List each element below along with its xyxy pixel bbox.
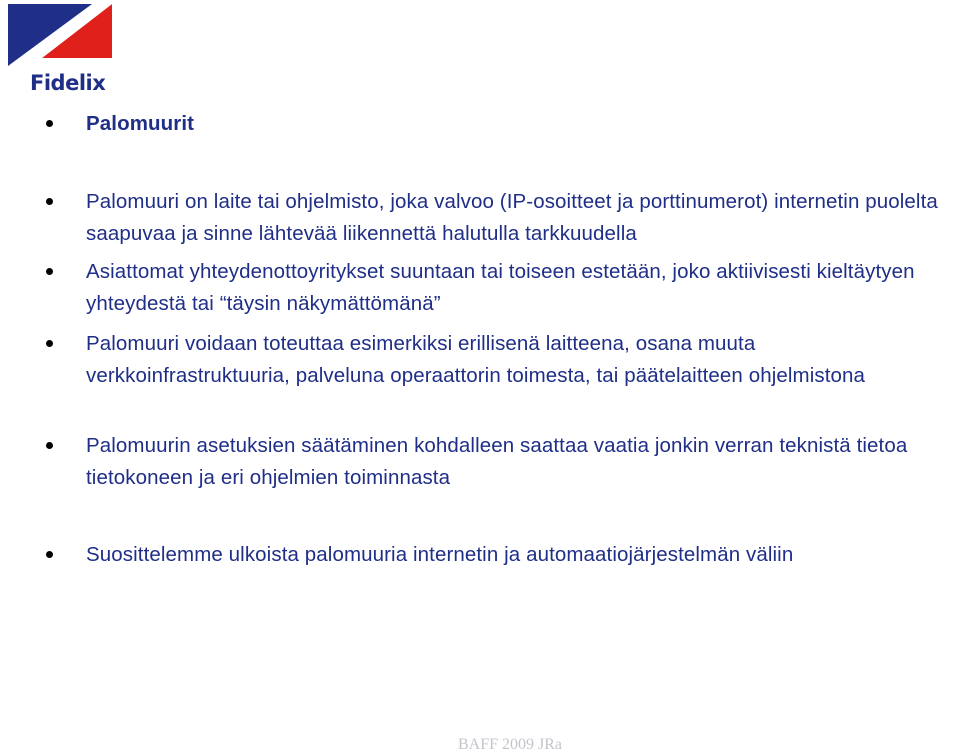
bullet-text: Palomuurin asetuksien säätäminen kohdalleen saattaa vaatia jonkin verran teknistä tietoa tietokoneen ja eri ohjelmien toiminnasta [86,434,908,489]
bullet-item [46,186,946,250]
bullet-text: Suosittelemme ulkoista palomuuria internetin ja automaatiojärjestelmän väliin [86,543,794,566]
bullet-text: Palomuurit [86,112,195,135]
bullet-dot-icon [46,340,53,347]
bullet-dot-icon [46,120,53,127]
bullet-item [46,328,946,392]
bullet-text: Palomuuri voidaan toteuttaa esimerkiksi erillisenä laitteena, osana muuta verkkoinfrastruktuuria, palveluna operaattorin toimesta, tai päätelaitteen ohjelmistona [86,332,866,387]
bullet-dot-icon [46,268,53,275]
fidelix-logo [8,4,120,94]
bullet-text: Palomuuri on laite tai ohjelmisto, joka valvoo (IP-osoitteet ja porttinumerot) internetin puolelta saapuvaa ja sinne lähtevää liikennettä halutulla tarkkuudella [86,190,938,245]
fidelix-logo-mark [8,4,120,70]
bullet-text: Asiattomat yhteydenottoyritykset suuntaan tai toiseen estetään, joko aktiivisesti kieltäytyen yhteydestä tai “täysin näkymättömänä” [86,260,915,315]
bullet-item [46,256,946,320]
bullet-dot-icon [46,551,53,558]
footer-text: BAFF 2009 JRa [458,736,563,753]
bullet-item-title [46,108,946,140]
logo-wordmark: Fidelix [30,71,106,95]
bullet-item [46,430,946,494]
bullet-dot-icon [46,442,53,449]
bullet-item [46,539,946,571]
bullet-dot-icon [46,198,53,205]
